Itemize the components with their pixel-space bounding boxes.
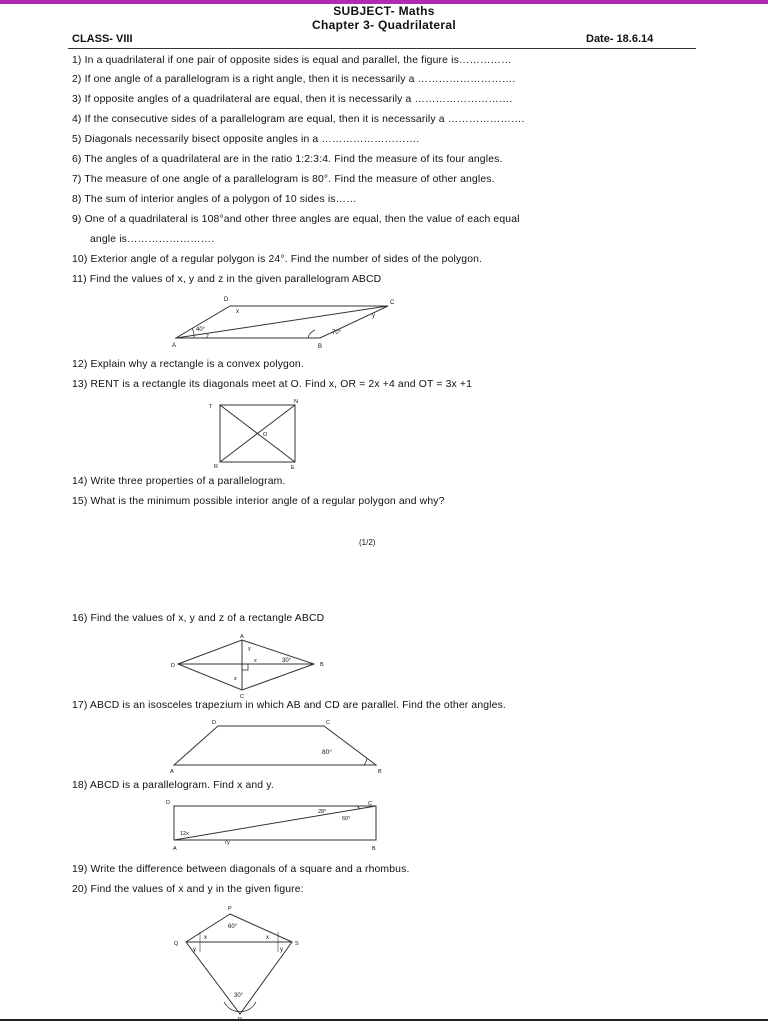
- variable-label-y-right: y: [280, 947, 283, 953]
- variable-label-y: y: [372, 313, 375, 319]
- vertex-label-b: B: [320, 662, 324, 668]
- angle-arc-a: [192, 328, 194, 338]
- vertex-label-d: D: [212, 720, 216, 726]
- variable-label-x-left: x: [204, 935, 207, 941]
- vertex-label-n: N: [294, 399, 298, 405]
- figure-kite-pqrs: [160, 902, 310, 1020]
- angle-label-a: 40°: [196, 327, 206, 333]
- trapezium-outline: [174, 726, 376, 765]
- question-8: 8) The sum of interior angles of a polygon of 10 sides is……: [72, 194, 357, 205]
- question-2: 2) If one angle of a parallelogram is a right angle, then it is necessarily a ……………………….: [72, 74, 516, 85]
- figure-rectangle-rent: [205, 398, 305, 470]
- vertex-label-q: Q: [174, 941, 179, 947]
- angle-arc-b: [308, 330, 315, 338]
- diagonal-ac: [174, 806, 376, 840]
- vertex-label-c: C: [326, 720, 330, 726]
- variable-label-x: x: [254, 658, 257, 664]
- subject-title: SUBJECT- Maths: [333, 4, 435, 18]
- vertex-label-d: D: [166, 800, 170, 806]
- figure-parallelogram-abcd: [160, 292, 400, 352]
- chapter-title: Chapter 3- Quadrilateral: [312, 18, 456, 32]
- vertex-label-c: C: [240, 694, 244, 700]
- vertex-label-d: D: [171, 663, 175, 669]
- quadrilateral-outline: [178, 640, 314, 690]
- question-18: 18) ABCD is a parallelogram. Find x and y.: [72, 780, 274, 791]
- question-14: 14) Write three properties of a parallelogram.: [72, 476, 286, 487]
- vertex-label-a: A: [173, 846, 177, 852]
- question-12: 12) Explain why a rectangle is a convex polygon.: [72, 359, 304, 370]
- date-label: Date- 18.6.14: [586, 33, 654, 45]
- figure-rectangle-abcd: [168, 634, 338, 700]
- angle-label-80: 80°: [322, 749, 332, 756]
- vertex-label-s: S: [295, 941, 299, 947]
- angle-label-30: 30°: [234, 993, 244, 999]
- center-label-o: O: [263, 432, 268, 438]
- expression-label-7y: 7y: [224, 840, 230, 846]
- question-20: 20) Find the values of x and y in the given figure:: [72, 884, 304, 895]
- angle-label-28: 28°: [318, 809, 327, 815]
- question-9-continued: angle is…………………….: [90, 234, 215, 245]
- question-7: 7) The measure of one angle of a parallelogram is 80°. Find the measure of other angles.: [72, 174, 495, 185]
- question-10: 10) Exterior angle of a regular polygon is 24°. Find the number of sides of the polygon.: [72, 254, 483, 265]
- variable-label-y-left: y: [193, 947, 196, 953]
- variable-label-x: x: [236, 309, 239, 315]
- vertex-label-b: B: [372, 846, 376, 852]
- question-19: 19) Write the difference between diagonals of a square and a rhombus.: [72, 864, 410, 875]
- vertex-label-r: R: [214, 464, 218, 470]
- question-13: 13) RENT is a rectangle its diagonals meet at O. Find x, OR = 2x +4 and OT = 3x +1: [72, 379, 473, 390]
- question-3: 3) If opposite angles of a quadrilateral are equal, then it is necessarily a ……………………….: [72, 94, 513, 105]
- header-divider: [68, 48, 696, 49]
- variable-label-z: z: [206, 334, 209, 340]
- angle-label-30: 30°: [282, 658, 292, 664]
- question-17: 17) ABCD is an isosceles trapezium in which AB and CD are parallel. Find the other angles.: [72, 700, 506, 711]
- vertex-label-a: A: [240, 634, 244, 640]
- question-1: 1) In a quadrilateral if one pair of opposite sides is equal and parallel, the figure is……………: [72, 55, 512, 66]
- vertex-label-p: P: [228, 906, 232, 912]
- kite-outline: [186, 914, 292, 1014]
- angle-label-60: 60°: [228, 924, 238, 930]
- angle-label-b: 70°: [332, 330, 342, 336]
- variable-label-z: z: [234, 676, 237, 682]
- bottom-border: [0, 1019, 768, 1021]
- figure-trapezium-abcd: [166, 718, 396, 776]
- question-9: 9) One of a quadrilateral is 108°and other three angles are equal, then the value of each equal: [72, 214, 520, 225]
- vertex-label-c: C: [390, 300, 395, 306]
- question-15: 15) What is the minimum possible interior angle of a regular polygon and why?: [72, 496, 445, 507]
- question-11: 11) Find the values of x, y and z in the given parallelogram ABCD: [72, 274, 382, 285]
- question-6: 6) The angles of a quadrilateral are in the ratio 1:2:3:4. Find the measure of its four angles.: [72, 154, 503, 165]
- angle-arc-b: [364, 758, 367, 765]
- vertex-label-d: D: [224, 297, 229, 303]
- vertex-label-c: C: [368, 801, 372, 807]
- angle-label-60: 60°: [342, 816, 351, 822]
- question-4: 4) If the consecutive sides of a parallelogram are equal, then it is necessarily a ………………….: [72, 114, 525, 125]
- vertex-label-t: T: [209, 404, 213, 410]
- figure-parallelogram-xy: [162, 798, 392, 858]
- right-angle-mark: [242, 664, 248, 670]
- expression-label-12x: 12x: [180, 831, 189, 837]
- page-number: (1/2): [359, 538, 376, 547]
- vertex-label-b: B: [318, 344, 323, 350]
- question-5: 5) Diagonals necessarily bisect opposite angles in a ……………………….: [72, 134, 420, 145]
- angle-arc-r: [224, 1002, 256, 1012]
- vertex-label-a: A: [170, 769, 174, 775]
- variable-label-y: y: [248, 646, 251, 652]
- variable-label-x-right: x: [266, 935, 269, 941]
- class-label: CLASS- VIII: [72, 33, 133, 45]
- vertex-label-e: E: [291, 465, 295, 471]
- question-16: 16) Find the values of x, y and z of a rectangle ABCD: [72, 613, 325, 624]
- vertex-label-a: A: [172, 343, 177, 349]
- vertex-label-b: B: [378, 769, 382, 775]
